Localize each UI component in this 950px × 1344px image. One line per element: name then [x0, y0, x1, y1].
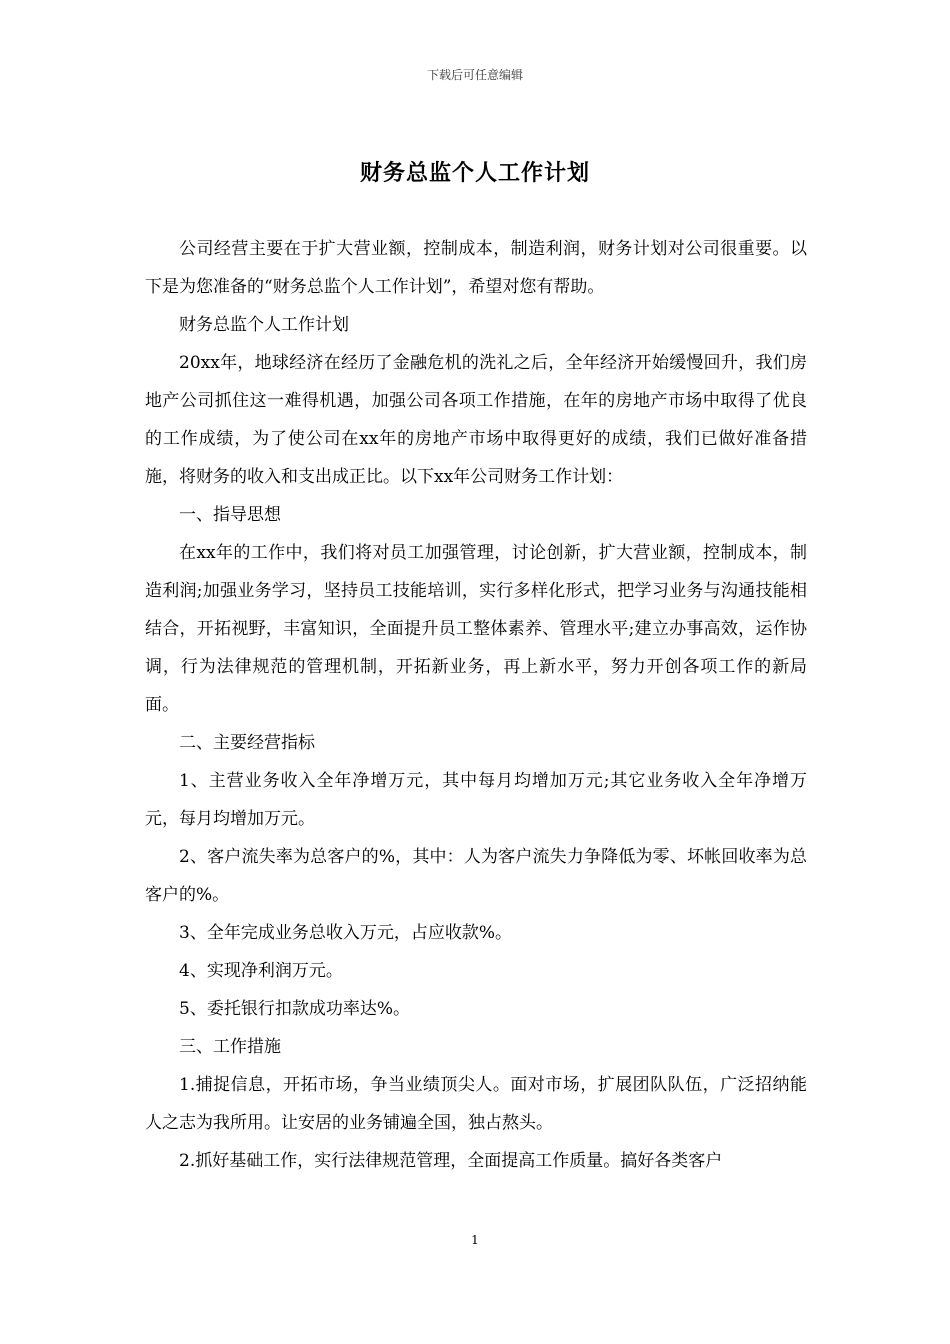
indicator-item-3: 3、全年完成业务总收入万元，占应收款%。: [179, 923, 512, 943]
indicator-item-1: 1、主营业务收入全年净增万元，其中每月均增加万元;其它业务收入全年净增万元，每月均增加万元。: [145, 771, 807, 829]
document-title: 财务总监个人工作计划: [359, 160, 590, 186]
indicator-item-2: 2、客户流失率为总客户的%，其中：人为客户流失力争降低为零、坏帐回收率为总客户的%。: [145, 847, 807, 905]
indicator-item-4: 4、实现净利润万元。: [179, 961, 343, 981]
header-note: 下载后可任意编辑: [426, 68, 523, 82]
section-heading-guiding-ideology: 一、指导思想: [179, 505, 281, 525]
paragraph-subtitle: 财务总监个人工作计划: [179, 315, 349, 335]
paragraph-intro: 公司经营主要在于扩大营业额，控制成本，制造利润，财务计划对公司很重要。以下是为您准备的“财务总监个人工作计划”，希望对您有帮助。: [145, 239, 807, 297]
paragraph-background: 20xx年，地球经济在经历了金融危机的洗礼之后，全年经济开始缓慢回升，我们房地产公司抓住这一难得机遇，加强公司各项工作措施，在年的房地产市场中取得了优良的工作成绩，为了使公司在xx年的房地产市场中取得更好的成绩，我们已做好准备措施，将财务的收入和支出成正比。以下xx年公司财务工作计划：: [145, 353, 807, 487]
indicator-item-5: 5、委托银行扣款成功率达%。: [179, 999, 410, 1019]
section-heading-main-indicators: 二、主要经营指标: [179, 733, 315, 753]
measure-item-1: 1.捕捉信息，开拓市场，争当业绩顶尖人。面对市场，扩展团队队伍，广泛招纳能人之志为我所用。让安居的业务铺遍全国，独占熬头。: [145, 1075, 807, 1133]
page-number: 1: [471, 1233, 479, 1247]
section-heading-work-measures: 三、工作措施: [179, 1037, 281, 1057]
paragraph-guiding-ideology: 在xx年的工作中，我们将对员工加强管理，讨论创新，扩大营业额，控制成本，制造利润;加强业务学习，坚持员工技能培训，实行多样化形式，把学习业务与沟通技能相结合，开拓视野，丰富知识，全面提升员工整体素养、管理水平;建立办事高效，运作协调，行为法律规范的管理机制，开拓新业务，再上新水平，努力开创各项工作的新局面。: [145, 543, 807, 715]
document-body: [145, 230, 807, 1180]
measure-item-2: 2.抓好基础工作，实行法律规范管理，全面提高工作质量。搞好各类客户: [179, 1151, 723, 1171]
